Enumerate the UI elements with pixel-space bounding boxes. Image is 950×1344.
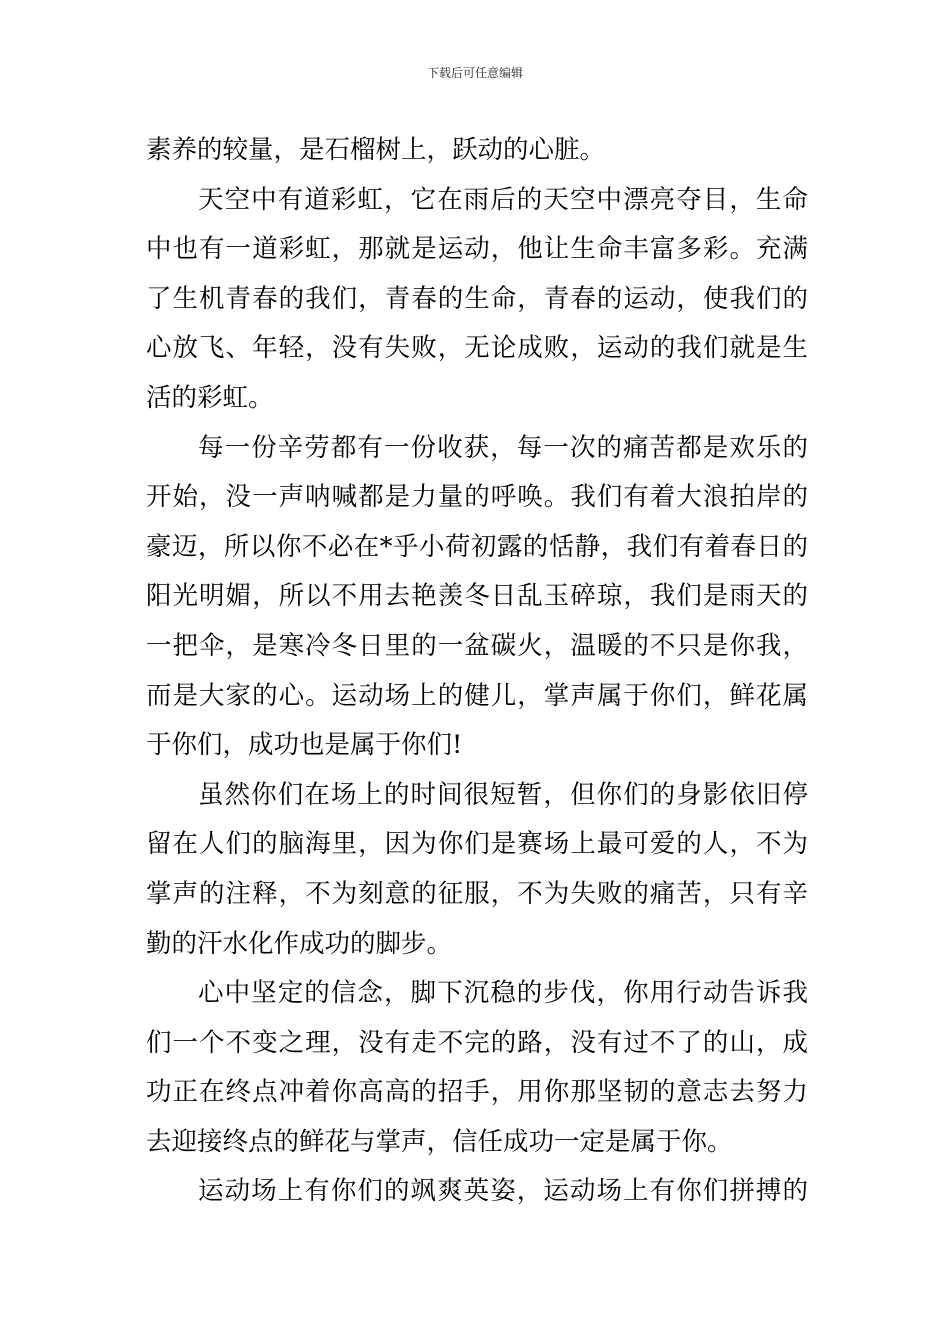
text-line: 豪迈，所以你不必在*乎小荷初露的恬静，我们有着春日的 xyxy=(146,531,808,562)
text-line: 功正在终点冲着你高高的招手，用你那坚韧的意志去努力 xyxy=(146,1077,808,1108)
text-line: 掌声的注释，不为刻意的征服，不为失败的痛苦，只有辛 xyxy=(146,878,808,909)
text-line: 虽然你们在场上的时间很短暂，但你们的身影依旧停 xyxy=(198,779,808,810)
text-line: 每一份辛劳都有一份收获，每一次的痛苦都是欢乐的 xyxy=(198,432,808,463)
text-line: 心中坚定的信念，脚下沉稳的步伐，你用行动告诉我 xyxy=(198,978,808,1009)
text-line: 中也有一道彩虹，那就是运动，他让生命丰富多彩。充满 xyxy=(146,234,808,265)
text-line: 去迎接终点的鲜花与掌声，信任成功一定是属于你。 xyxy=(146,1126,733,1157)
text-line: 运动场上有你们的飒爽英姿，运动场上有你们拼搏的 xyxy=(198,1176,808,1207)
page-header: 下载后可任意编辑 xyxy=(426,66,523,80)
text-line: 阳光明媚，所以不用去艳羡冬日乱玉碎琼，我们是雨天的 xyxy=(146,581,808,612)
document-body xyxy=(146,126,808,1217)
text-line: 心放飞、年轻，没有失败，无论成败，运动的我们就是生 xyxy=(146,333,808,364)
text-line: 开始，没一声呐喊都是力量的呼唤。我们有着大浪拍岸的 xyxy=(146,482,808,513)
text-line: 天空中有道彩虹，它在雨后的天空中漂亮夺目，生命 xyxy=(198,184,808,215)
text-line: 于你们，成功也是属于你们! xyxy=(146,730,463,761)
text-line: 素养的较量，是石榴树上，跃动的心脏。 xyxy=(146,135,606,165)
text-line: 留在人们的脑海里，因为你们是赛场上最可爱的人，不为 xyxy=(146,829,808,860)
text-line: 们一个不变之理，没有走不完的路，没有过不了的山，成 xyxy=(146,1027,808,1058)
text-line: 一把伞，是寒冷冬日里的一盆碳火，温暖的不只是你我， xyxy=(146,630,808,661)
text-line: 活的彩虹。 xyxy=(146,382,274,413)
text-line: 而是大家的心。运动场上的健儿，掌声属于你们，鲜花属 xyxy=(146,680,808,711)
text-line: 了生机青春的我们，青春的生命，青春的运动，使我们的 xyxy=(146,283,808,314)
text-line: 勤的汗水化作成功的脚步。 xyxy=(146,928,453,959)
